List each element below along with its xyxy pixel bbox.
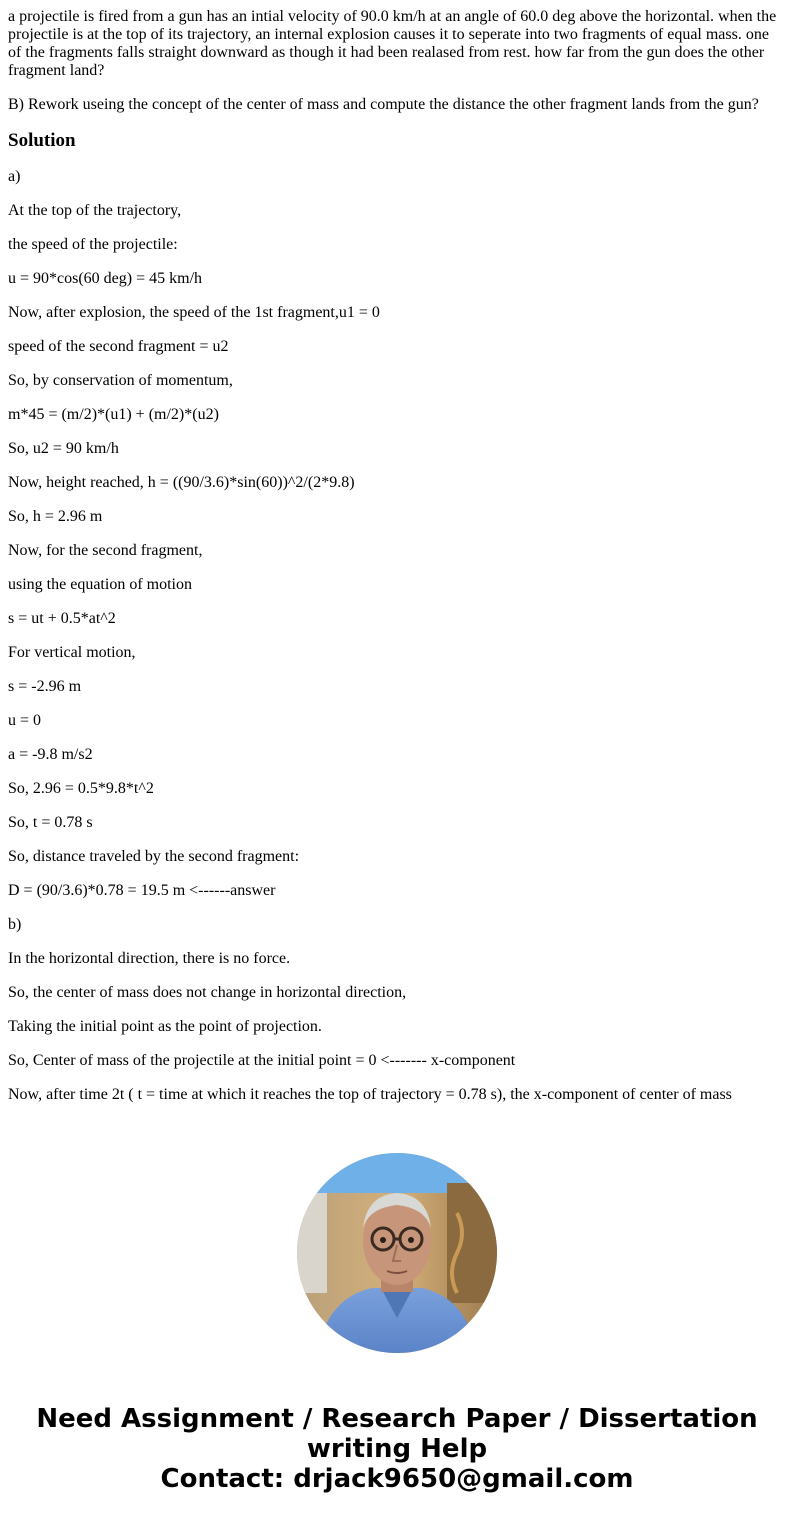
author-photo-illustration — [297, 1153, 497, 1353]
solution-step: u = 90*cos(60 deg) = 45 km/h — [8, 270, 203, 287]
solution-heading: Solution — [8, 130, 76, 151]
solution-step: So, by conservation of momentum, — [8, 372, 233, 389]
solution-step: using the equation of motion — [8, 576, 192, 593]
solution-step: u = 0 — [8, 712, 42, 729]
solution-step: In the horizontal direction, there is no force. — [8, 950, 291, 967]
solution-step: So, h = 2.96 m — [8, 508, 103, 525]
banner-line-3: Contact: drjack9650@gmail.com — [160, 1464, 634, 1494]
author-avatar — [297, 1153, 497, 1353]
contact-banner — [0, 1404, 794, 1494]
solution-step: a = -9.8 m/s2 — [8, 746, 93, 763]
solution-step: m*45 = (m/2)*(u1) + (m/2)*(u2) — [8, 406, 219, 423]
solution-step: Taking the initial point as the point of projection. — [8, 1018, 322, 1035]
solution-step: s = -2.96 m — [8, 678, 82, 695]
solution-step: So, Center of mass of the projectile at the initial point = 0 <------- x-component — [8, 1052, 516, 1069]
solution-step: Now, after explosion, the speed of the 1st fragment,u1 = 0 — [8, 304, 380, 321]
solution-step: the speed of the projectile: — [8, 236, 178, 253]
solution-step: b) — [8, 916, 22, 933]
banner-line-2: writing Help — [306, 1434, 488, 1464]
question-part-a: a projectile is fired from a gun has an intial velocity of 90.0 km/h at an angle of 60.0 deg above the horizontal. when the projectile is at the top of its trajectory, an internal explosion causes it to seperate into two fragments of equal mass. one of the fragments falls straight downward as though it had been realased from rest. how far from the gun does the other fragment land? — [8, 8, 777, 79]
solution-step: So, distance traveled by the second fragment: — [8, 848, 300, 865]
solution-step: Now, height reached, h = ((90/3.6)*sin(60))^2/(2*9.8) — [8, 474, 355, 491]
solution-step: So, 2.96 = 0.5*9.8*t^2 — [8, 780, 154, 797]
solution-step: a) — [8, 168, 21, 185]
question-part-b: B) Rework useing the concept of the center of mass and compute the distance the other fragment lands from the gun? — [8, 96, 759, 113]
banner-line-1: Need Assignment / Research Paper / Dissertation — [36, 1404, 758, 1434]
solution-steps — [8, 168, 786, 1104]
solution-step: So, t = 0.78 s — [8, 814, 93, 831]
solution-step: Now, after time 2t ( t = time at which it reaches the top of trajectory = 0.78 s), the x-component of center of mass — [8, 1086, 732, 1103]
solution-step: speed of the second fragment = u2 — [8, 338, 229, 355]
solution-step: At the top of the trajectory, — [8, 202, 182, 219]
solution-step: Now, for the second fragment, — [8, 542, 203, 559]
solution-step: For vertical motion, — [8, 644, 136, 661]
solution-step: s = ut + 0.5*at^2 — [8, 610, 116, 627]
solution-step: So, the center of mass does not change in horizontal direction, — [8, 984, 407, 1001]
document-body — [8, 8, 786, 1120]
solution-step: So, u2 = 90 km/h — [8, 440, 119, 457]
solution-step: D = (90/3.6)*0.78 = 19.5 m <------answer — [8, 882, 276, 899]
